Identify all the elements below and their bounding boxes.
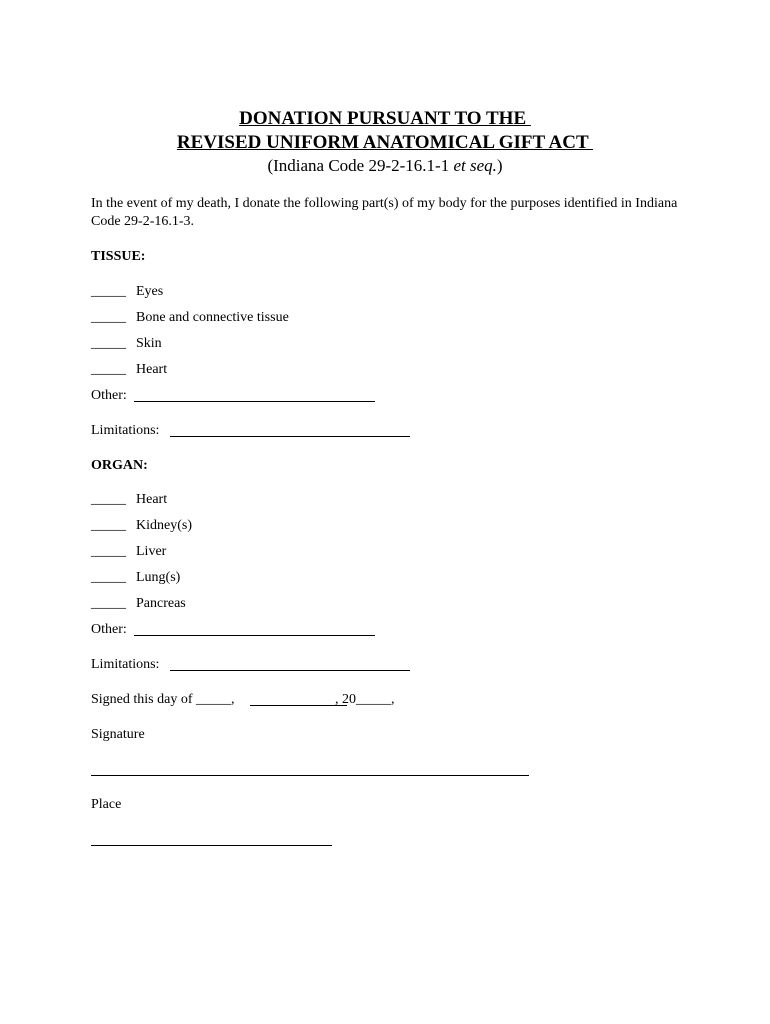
subtitle-suffix: ) — [496, 156, 503, 175]
tissue-item-label: Heart — [136, 362, 168, 377]
tissue-item-blank[interactable]: _____ — [91, 284, 126, 299]
tissue-heading: TISSUE: — [91, 249, 146, 264]
tissue-item-label: Skin — [136, 336, 162, 351]
tissue-item-blank[interactable]: _____ — [91, 362, 126, 377]
tissue-limitations-label: Limitations: — [91, 423, 163, 438]
tissue-item-blank[interactable]: _____ — [91, 336, 126, 351]
organ-item-label: Heart — [136, 492, 168, 507]
organ-item-blank[interactable]: _____ — [91, 570, 126, 585]
organ-other-line[interactable] — [134, 635, 375, 636]
organ-item — [91, 517, 192, 535]
tissue-item-blank[interactable]: _____ — [91, 310, 126, 325]
tissue-item — [91, 335, 162, 353]
organ-item-label: Kidney(s) — [136, 518, 192, 533]
tissue-other-field — [91, 387, 130, 405]
organ-item-blank[interactable]: _____ — [91, 596, 126, 611]
tissue-item — [91, 361, 167, 379]
organ-other-field — [91, 621, 130, 639]
document-title-line-2: REVISED UNIFORM ANATOMICAL GIFT ACT — [176, 132, 594, 153]
organ-limitations-label: Limitations: — [91, 657, 163, 672]
tissue-item-label: Eyes — [136, 284, 164, 299]
organ-item-blank[interactable]: _____ — [91, 544, 126, 559]
organ-item-label: Lung(s) — [136, 570, 181, 585]
tissue-limitations-field — [91, 422, 163, 440]
tissue-other-label: Other: — [91, 388, 131, 403]
organ-item-blank[interactable]: _____ — [91, 492, 126, 507]
tissue-other-line[interactable] — [134, 401, 375, 402]
organ-item — [91, 595, 186, 613]
place-line[interactable] — [91, 845, 332, 846]
document-title-line-1: DONATION PURSUANT TO THE — [239, 108, 531, 129]
document-subtitle — [0, 156, 770, 176]
tissue-item — [91, 283, 163, 301]
organ-item-label: Pancreas — [136, 596, 186, 611]
organ-heading: ORGAN: — [91, 458, 148, 473]
tissue-item-label: Bone and connective tissue — [136, 310, 289, 325]
organ-item-label: Liver — [136, 544, 167, 559]
subtitle-prefix: (Indiana Code 29-2-16.1-1 — [267, 156, 454, 175]
signed-date-field — [91, 691, 395, 709]
organ-item — [91, 543, 166, 561]
signed-prefix: Signed this day of _____, — [91, 692, 238, 707]
organ-item — [91, 569, 180, 587]
subtitle-italic: et seq. — [453, 156, 497, 175]
organ-limitations-line[interactable] — [170, 670, 410, 671]
intro-paragraph: In the event of my death, I donate the following part(s) of my body for the purposes identified in Indiana Code 29-2-16.1-3. — [91, 196, 678, 229]
signature-label: Signature — [91, 727, 145, 742]
organ-item — [91, 491, 167, 509]
place-label: Place — [91, 797, 122, 812]
tissue-limitations-line[interactable] — [170, 436, 410, 437]
signed-month-line[interactable] — [250, 705, 347, 706]
organ-item-blank[interactable]: _____ — [91, 518, 126, 533]
organ-other-label: Other: — [91, 622, 131, 637]
signature-line[interactable] — [91, 775, 529, 776]
tissue-item — [91, 309, 289, 327]
organ-limitations-field — [91, 656, 163, 674]
signed-middle: , 20_____, — [335, 692, 395, 707]
